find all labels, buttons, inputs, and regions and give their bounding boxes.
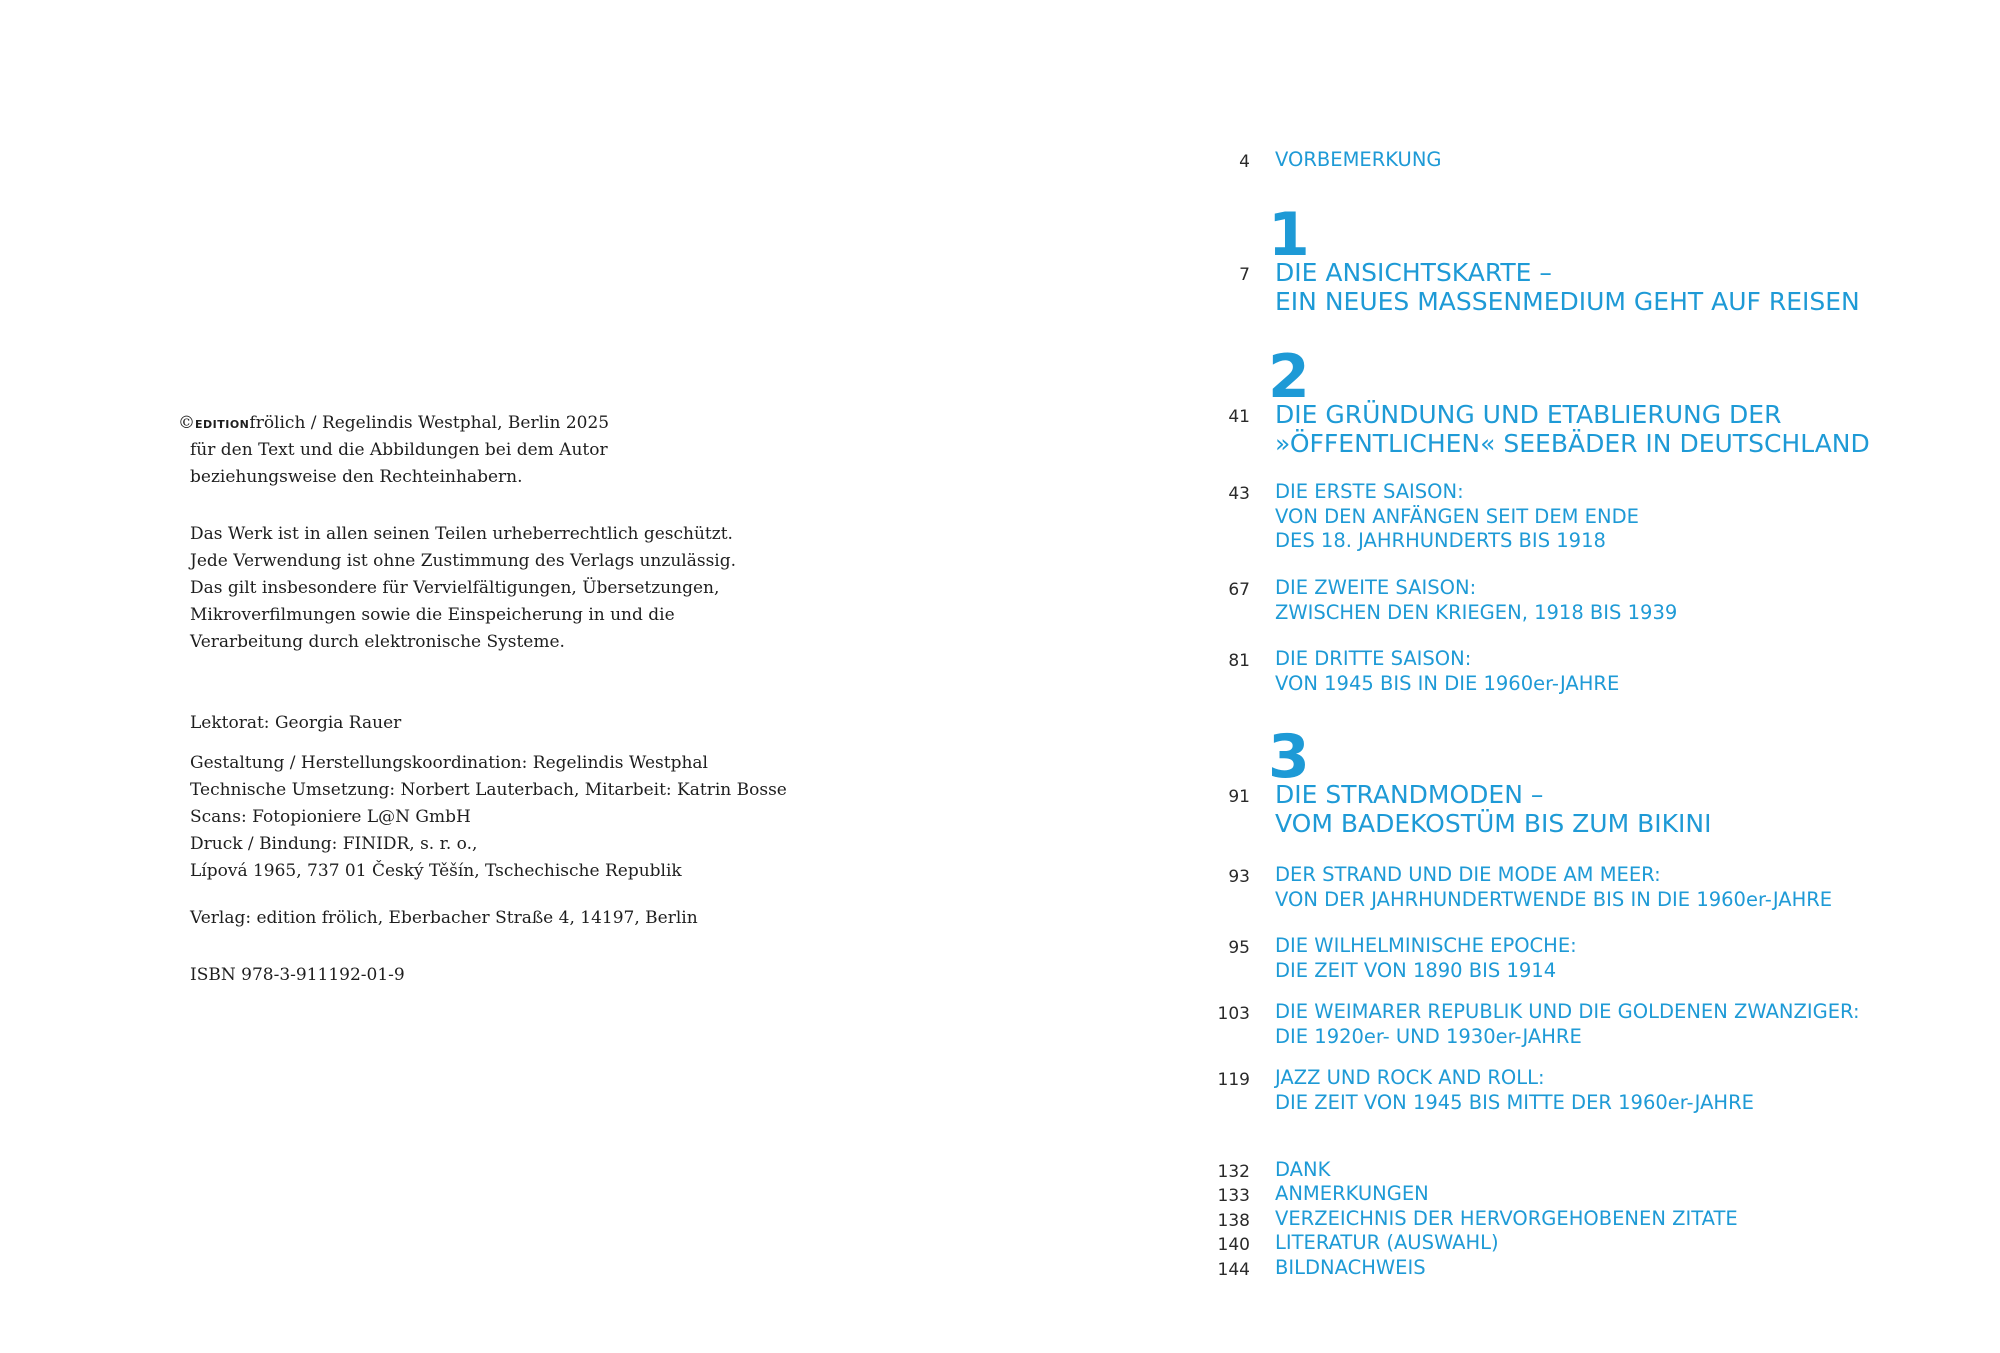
imprint-line: Das Werk ist in allen seinen Teilen urheberrechtlich geschützt. — [190, 524, 733, 544]
chapter-number-1: 1 — [1268, 200, 1310, 270]
imprint-line: Technische Umsetzung: Norbert Lauterbach, Mitarbeit: Katrin Bosse — [190, 780, 787, 800]
imprint-line: Scans: Fotopioniere L@N GmbH — [190, 807, 471, 827]
imprint-line: Das gilt insbesondere für Vervielfältigungen, Übersetzungen, — [190, 578, 720, 598]
toc-page-number: 81 — [1228, 651, 1250, 671]
imprint-line: Druck / Bindung: FINIDR, s. r. o., — [190, 834, 478, 854]
imprint-copyright-line: ©EDITIONfrölich / Regelindis Westphal, Berlin 2025 — [178, 413, 610, 433]
imprint-publisher-line: Verlag: edition frölich, Eberbacher Straße 4, 14197, Berlin — [190, 908, 698, 928]
imprint-line: Jede Verwendung ist ohne Zustimmung des Verlags unzulässig. — [190, 551, 737, 571]
toc-page-number: 103 — [1217, 1004, 1250, 1024]
toc-entry-ansichtskarte[interactable]: DIE ANSICHTSKARTE – EIN NEUES MASSENMEDIUM GEHT AUF REISEN — [1275, 258, 1860, 316]
toc-entry-erste-saison[interactable]: DIE ERSTE SAISON: VON DEN ANFÄNGEN SEIT DEM ENDE DES 18. JAHRHUNDERTS BIS 1918 — [1275, 480, 1639, 552]
imprint-line: Verarbeitung durch elektronische Systeme. — [190, 632, 565, 652]
toc-entry-literatur[interactable]: LITERATUR (AUSWAHL) — [1275, 1231, 1499, 1254]
toc-page-number: 144 — [1217, 1260, 1250, 1280]
toc-entry-seebaeder[interactable]: DIE GRÜNDUNG UND ETABLIERUNG DER »ÖFFENTLICHEN« SEEBÄDER IN DEUTSCHLAND — [1275, 400, 1870, 458]
imprint-line: Mikroverfilmungen sowie die Einspeicherung in und die — [190, 605, 675, 625]
toc-entry-anmerkungen[interactable]: ANMERKUNGEN — [1275, 1182, 1429, 1205]
toc-entry-zweite-saison[interactable]: DIE ZWEITE SAISON: ZWISCHEN DEN KRIEGEN, 1918 BIS 1939 — [1275, 576, 1678, 624]
toc-page-number: 43 — [1228, 484, 1250, 504]
toc-entry-dritte-saison[interactable]: DIE DRITTE SAISON: VON 1945 BIS IN DIE 1960er-JAHRE — [1275, 647, 1620, 695]
edition-logo: EDITION — [195, 418, 250, 431]
toc-entry-jazz-rock-and-roll[interactable]: JAZZ UND ROCK AND ROLL: DIE ZEIT VON 1945 BIS MITTE DER 1960er-JAHRE — [1275, 1066, 1754, 1114]
toc-page-number: 132 — [1217, 1162, 1250, 1182]
toc-page-number: 93 — [1228, 867, 1250, 887]
toc-page-number: 91 — [1228, 787, 1250, 807]
toc-page-number: 138 — [1217, 1211, 1250, 1231]
toc-entry-strandmoden[interactable]: DIE STRANDMODEN – VOM BADEKOSTÜM BIS ZUM BIKINI — [1275, 780, 1712, 838]
toc-entry-vorbemerkung[interactable]: VORBEMERKUNG — [1275, 148, 1442, 171]
imprint-isbn: ISBN 978-3-911192-01-9 — [190, 965, 405, 985]
copyright-symbol: © — [178, 413, 195, 433]
toc-entry-zitate[interactable]: VERZEICHNIS DER HERVORGEHOBENEN ZITATE — [1275, 1207, 1738, 1230]
imprint-line: Lípová 1965, 737 01 Český Těšín, Tschechische Republik — [190, 861, 682, 881]
chapter-number-2: 2 — [1268, 342, 1310, 412]
toc-page-number: 95 — [1228, 938, 1250, 958]
imprint-line: für den Text und die Abbildungen bei dem Autor — [190, 440, 608, 460]
toc-page-number: 7 — [1239, 265, 1250, 285]
toc-page-number: 4 — [1239, 152, 1250, 172]
imprint-line: beziehungsweise den Rechteinhabern. — [190, 467, 523, 487]
imprint-line: Gestaltung / Herstellungskoordination: Regelindis Westphal — [190, 753, 708, 773]
toc-entry-strand-mode[interactable]: DER STRAND UND DIE MODE AM MEER: VON DER JAHRHUNDERTWENDE BIS IN DIE 1960er-JAHRE — [1275, 863, 1833, 911]
toc-entry-bildnachweis[interactable]: BILDNACHWEIS — [1275, 1256, 1426, 1279]
toc-entry-wilhelminische-epoche[interactable]: DIE WILHELMINISCHE EPOCHE: DIE ZEIT VON 1890 BIS 1914 — [1275, 934, 1577, 982]
toc-page-number: 119 — [1217, 1070, 1250, 1090]
toc-entry-dank[interactable]: DANK — [1275, 1158, 1331, 1181]
toc-page-number: 133 — [1217, 1186, 1250, 1206]
toc-page-number: 41 — [1228, 407, 1250, 427]
toc-entry-weimarer-republik[interactable]: DIE WEIMARER REPUBLIK UND DIE GOLDENEN ZWANZIGER: DIE 1920er- UND 1930er-JAHRE — [1275, 1000, 1860, 1048]
toc-page-number: 140 — [1217, 1235, 1250, 1255]
imprint-editor-line: Lektorat: Georgia Rauer — [190, 713, 402, 733]
toc-page-number: 67 — [1228, 580, 1250, 600]
chapter-number-3: 3 — [1268, 722, 1310, 792]
